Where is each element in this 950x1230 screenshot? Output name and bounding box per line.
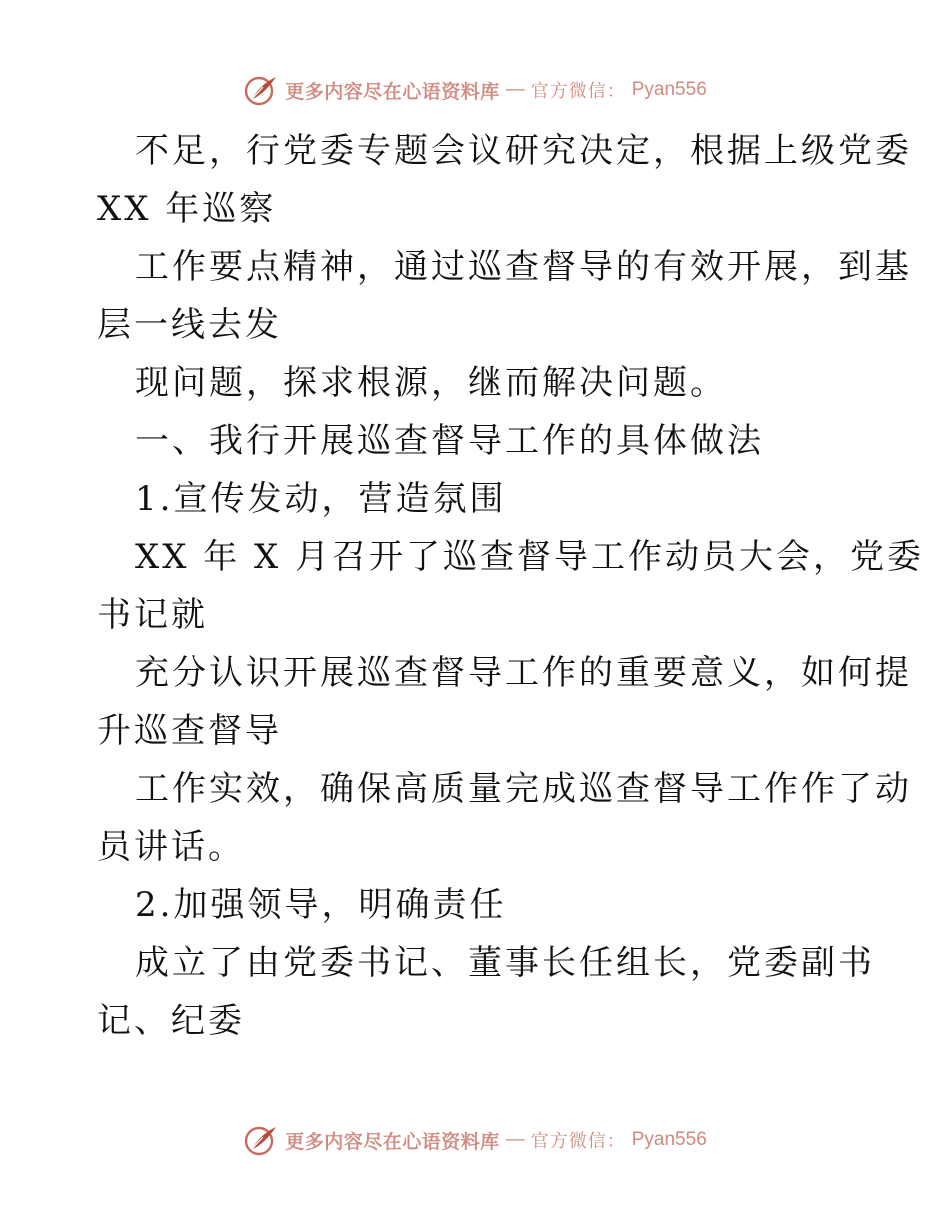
text-line: XX 年 X 月召开了巡查督导工作动员大会，党委 bbox=[135, 537, 925, 577]
subsection-heading: 1.宣传发动，营造氛围 bbox=[135, 479, 507, 519]
text-line: 成立了由党委书记、董事长任组长，党委副书 bbox=[135, 943, 875, 983]
text-line: 升巡查督导 bbox=[97, 711, 282, 751]
watermark-title: 更多内容尽在心语资料库 bbox=[285, 80, 500, 103]
text-line: XX 年巡察 bbox=[97, 189, 277, 229]
text-line: 工作实效，确保高质量完成巡查督导工作作了动 bbox=[135, 769, 912, 809]
watermark-wechat-label: 官方微信： bbox=[530, 1131, 626, 1152]
document-body bbox=[97, 122, 925, 1050]
watermark-wechat-label: 官方微信： bbox=[530, 81, 626, 102]
text-line: 充分认识开展巡查督导工作的重要意义，如何提 bbox=[135, 653, 912, 693]
watermark-separator: — bbox=[505, 1129, 525, 1150]
footer-watermark bbox=[0, 1120, 950, 1160]
section-heading: 一、我行开展巡查督导工作的具体做法 bbox=[135, 421, 764, 461]
watermark-wechat-id: Pyan556 bbox=[631, 1129, 707, 1150]
watermark-separator: — bbox=[505, 79, 525, 100]
watermark-title: 更多内容尽在心语资料库 bbox=[285, 1130, 500, 1153]
text-line: 记、纪委 bbox=[97, 1001, 245, 1041]
text-line: 书记就 bbox=[97, 595, 208, 635]
feather-pen-logo-icon bbox=[243, 1122, 279, 1158]
header-watermark bbox=[0, 70, 950, 110]
feather-pen-logo-icon bbox=[243, 72, 279, 108]
subsection-heading: 2.加强领导，明确责任 bbox=[135, 885, 507, 925]
watermark-wechat-id: Pyan556 bbox=[631, 79, 707, 100]
text-line: 员讲话。 bbox=[97, 827, 245, 867]
text-line: 层一线去发 bbox=[97, 305, 282, 345]
text-line: 现问题，探求根源，继而解决问题。 bbox=[135, 363, 727, 403]
text-line: 不足，行党委专题会议研究决定，根据上级党委 bbox=[135, 131, 912, 171]
text-line: 工作要点精神，通过巡查督导的有效开展，到基 bbox=[135, 247, 912, 287]
